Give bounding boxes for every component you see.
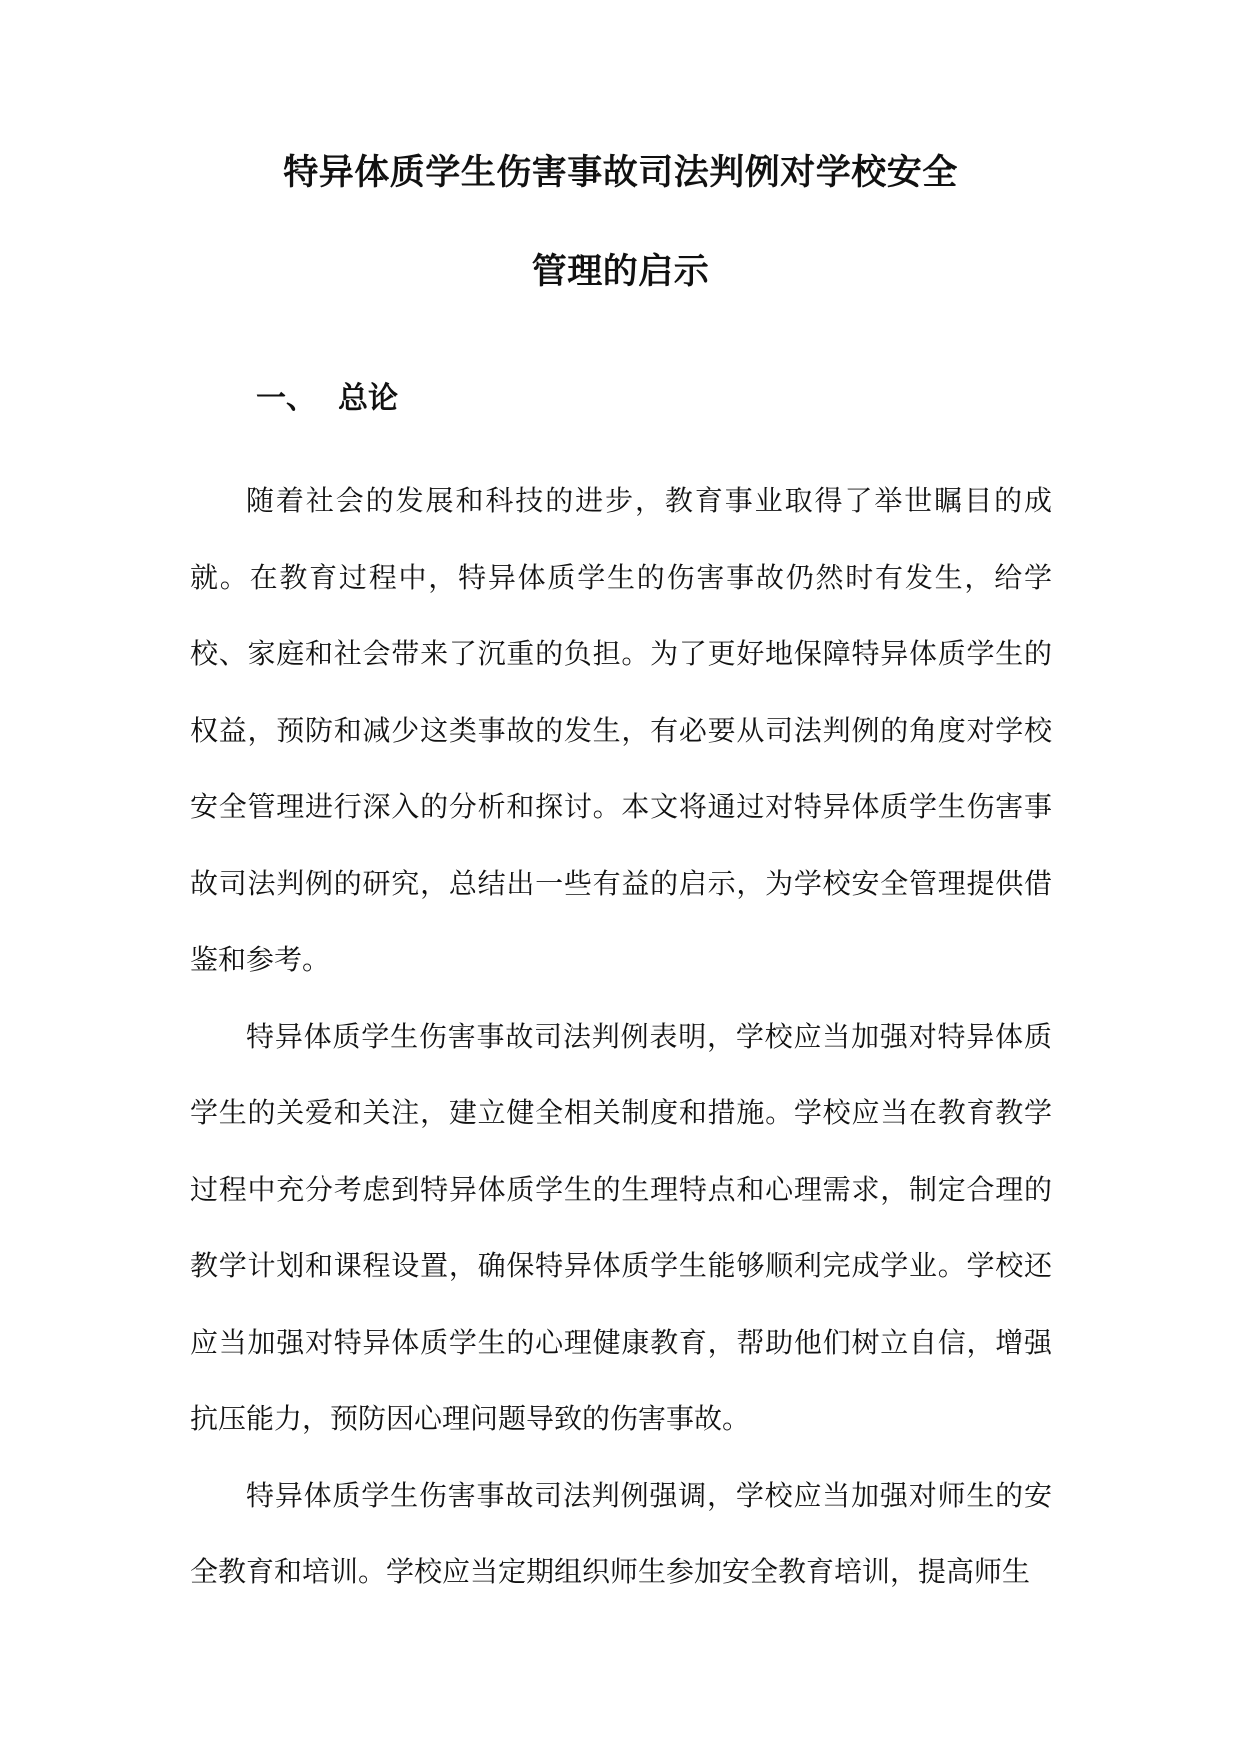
paragraph-1: 随着社会的发展和科技的进步，教育事业取得了举世瞩目的成就。在教育过程中，特异体质学生的伤害事故仍然时有发生，给学校、家庭和社会带来了沉重的负担。为了更好地保障特异体质学生的权益，预防和减少这类事故的发生，有必要从司法判例的角度对学校安全管理进行深入的分析和探讨。本文将通过对特异体质学生伤害事故司法判例的研究，总结出一些有益的启示，为学校安全管理提供借鉴和参考。 <box>190 484 1052 976</box>
section-heading <box>256 381 398 416</box>
paragraph-3: 特异体质学生伤害事故司法判例强调，学校应当加强对师生的安全教育和培训。学校应当定期组织师生参加安全教育培训，提高师生 <box>190 1478 1052 1588</box>
paragraph-2: 特异体质学生伤害事故司法判例表明，学校应当加强对特异体质学生的关爱和关注，建立健全相关制度和措施。学校应当在教育教学过程中充分考虑到特异体质学生的生理特点和心理需求，制定合理的教学计划和课程设置，确保特异体质学生能够顺利完成学业。学校还应当加强对特异体质学生的心理健康教育，帮助他们树立自信，增强抗压能力，预防因心理问题导致的伤害事故。 <box>190 1019 1052 1435</box>
section-title: 总论 <box>338 381 398 416</box>
document-title-line-1: 特异体质学生伤害事故司法判例对学校安全 <box>283 153 958 193</box>
section-number: 一、 <box>256 381 316 416</box>
document-title-line-2: 管理的启示 <box>531 252 710 292</box>
body-text <box>190 463 1052 1611</box>
